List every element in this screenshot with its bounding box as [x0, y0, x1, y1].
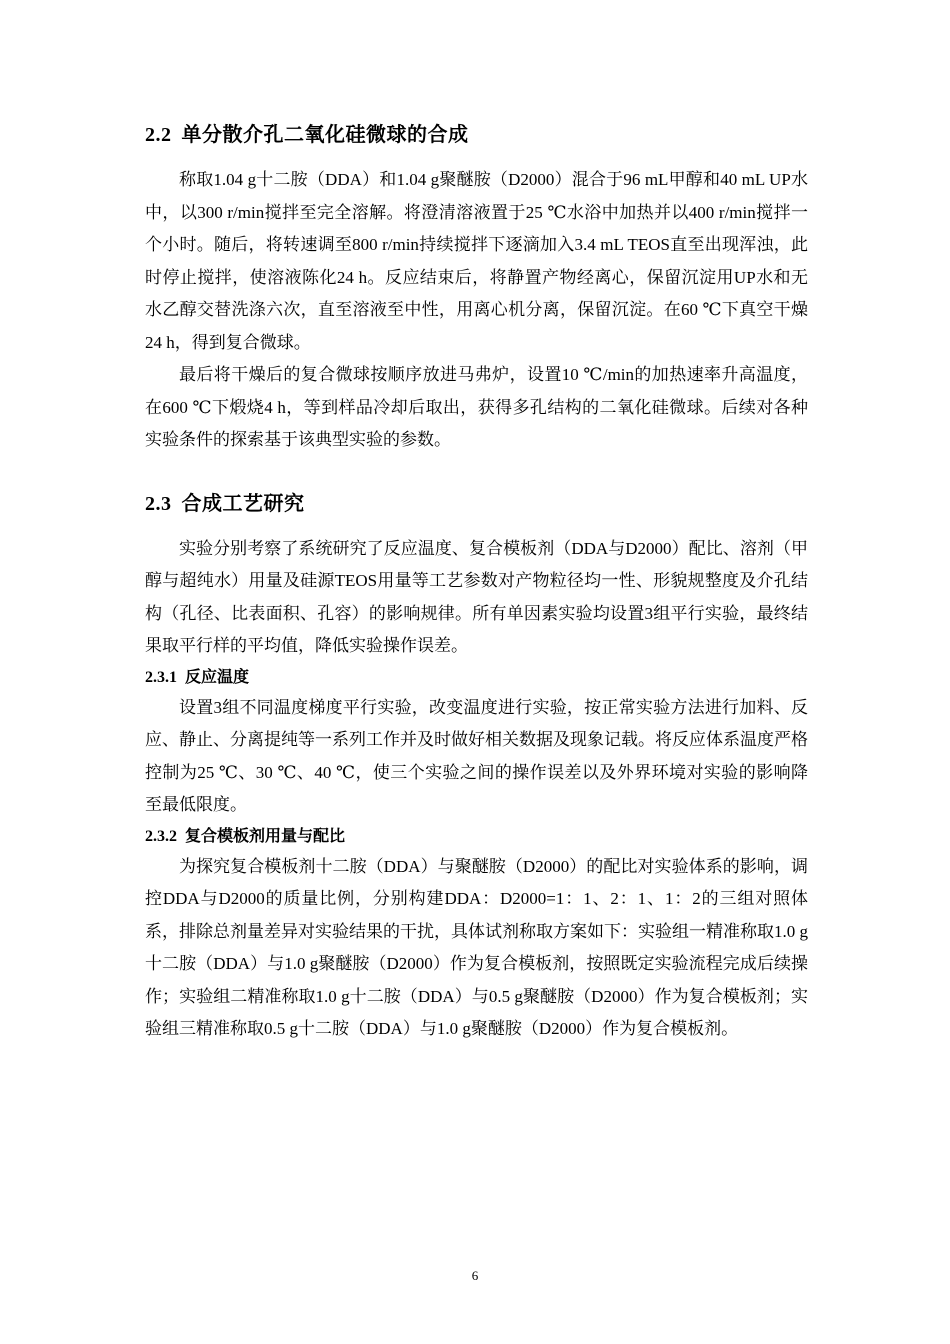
- subsection-heading-2-3-2: [145, 822, 808, 851]
- paragraph-synthesis-procedure: 称取1.04 g十二胺（DDA）和1.04 g聚醚胺（D2000）混合于96 mL甲醇和40 mL UP水中，以300 r/min搅拌至完全溶解。将澄清溶液置于25 ℃水浴中加热并以400 r/min搅拌一个小时。随后，将转速调至800 r/min持续搅拌下逐滴加入3.4 mL TEOS直至出现浑浊，此时停止搅拌，使溶液陈化24 h。反应结束后，将静置产物经离心，保留沉淀用UP水和无水乙醇交替洗涤六次，直至溶液至中性，用离心机分离，保留沉淀。在60 ℃下真空干燥24 h，得到复合微球。: [145, 170, 808, 352]
- subsection-number: 2.3.1: [145, 668, 177, 686]
- paragraph-template-ratio: 为探究复合模板剂十二胺（DDA）与聚醚胺（D2000）的配比对实验体系的影响，调控DDA与D2000的质量比例，分别构建DDA：D2000=1：1、2：1、1：2的三组对照体系，排除总剂量差异对实验结果的干扰，具体试剂称取方案如下：实验组一精准称取1.0 g十二胺（DDA）与1.0 g聚醚胺（D2000）作为复合模板剂，按照既定实验流程完成后续操作；实验组二精准称取1.0 g十二胺（DDA）与0.5 g聚醚胺（D2000）作为复合模板剂；实验组三精准称取0.5 g十二胺（DDA）与1.0 g聚醚胺（D2000）作为复合模板剂。: [145, 856, 808, 1038]
- subsection-heading-2-3-1: [145, 663, 808, 692]
- subsection-title: 反应温度: [185, 666, 250, 686]
- subsection-title: 复合模板剂用量与配比: [185, 825, 346, 845]
- paragraph-reaction-temperature: 设置3组不同温度梯度平行实验，改变温度进行实验，按正常实验方法进行加料、反应、静止、分离提纯等一系列工作并及时做好相关数据及现象记载。将反应体系温度严格控制为25 ℃、30 ℃、40 ℃，使三个实验之间的操作误差以及外界环境对实验的影响降至最低限度。: [145, 697, 808, 814]
- section-heading-2-3: [145, 487, 808, 520]
- section-title: 单分散介孔二氧化硅微球的合成: [181, 122, 469, 146]
- section-number: 2.2: [145, 124, 172, 146]
- subsection-number: 2.3.2: [145, 827, 177, 845]
- section-number: 2.3: [145, 492, 172, 515]
- section-heading-2-2: [145, 118, 808, 151]
- paragraph-process-study: 实验分别考察了系统研究了反应温度、复合模板剂（DDA与D2000）配比、溶剂（甲醇与超纯水）用量及硅源TEOS用量等工艺参数对产物粒径均一性、形貌规整度及介孔结构（孔径、比表面积、孔容）的影响规律。所有单因素实验均设置3组平行实验，最终结果取平行样的平均值，降低实验操作误差。: [145, 538, 808, 655]
- document-page: [145, 118, 808, 1046]
- page-number: 6: [471, 1268, 479, 1283]
- section-title: 合成工艺研究: [181, 490, 305, 515]
- paragraph-calcination: 最后将干燥后的复合微球按顺序放进马弗炉，设置10 ℃/min的加热速率升高温度，在600 ℃下煅烧4 h，等到样品冷却后取出，获得多孔结构的二氧化硅微球。后续对各种实验条件的探索基于该典型实验的参数。: [145, 365, 808, 449]
